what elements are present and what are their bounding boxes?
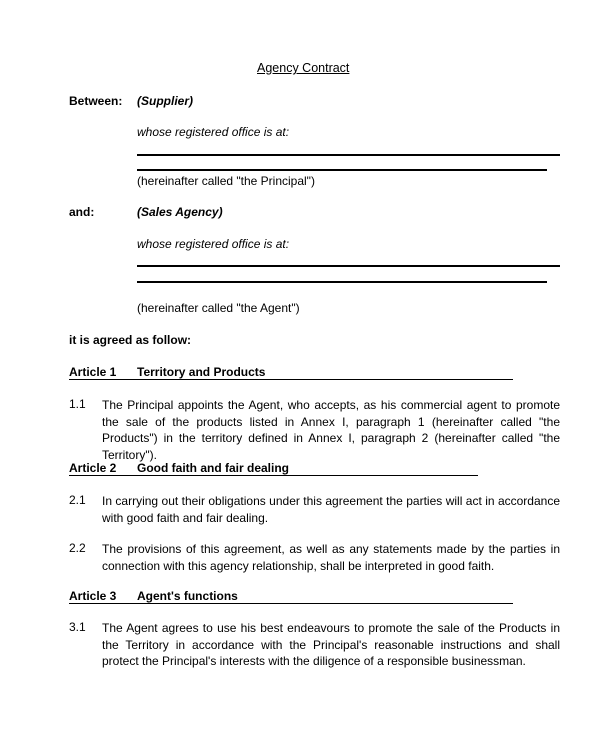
agreed-statement: it is agreed as follow:: [69, 333, 192, 347]
address-line-1b: [137, 169, 547, 171]
article-1-heading: Territory and Products: [137, 365, 266, 379]
registered-office-label-1: whose registered office is at:: [137, 125, 290, 139]
registered-office-label-2: whose registered office is at:: [137, 237, 290, 251]
article-2-underline: [69, 475, 478, 476]
clause-text: The Agent agrees to use his best endeavours to promote the sale of the Products in the Territory in accordance with the Principal's reasonable instructions and shall protect the Principal's interests with the diligence of a responsible businessman.: [102, 621, 560, 668]
between-label: Between:: [69, 94, 123, 108]
article-1-number: Article 1: [69, 365, 117, 379]
address-line-2a: [137, 265, 560, 267]
clause-number: 3.1: [69, 620, 86, 634]
sales-agency-label: (Sales Agency): [137, 205, 223, 219]
address-line-2b: [137, 281, 547, 283]
document-title: Agency Contract: [257, 61, 350, 75]
clause-text: The provisions of this agreement, as well as any statements made by the parties in connection with this agency relationship, shall be interpreted in good faith.: [102, 542, 560, 573]
clause-number: 1.1: [69, 397, 86, 411]
and-label: and:: [69, 205, 95, 219]
article-2-number: Article 2: [69, 461, 117, 475]
article-3-heading: Agent's functions: [137, 589, 238, 603]
article-2-heading: Good faith and fair dealing: [137, 461, 290, 475]
hereinafter-agent: (hereinafter called "the Agent"): [137, 301, 300, 315]
article-3-number: Article 3: [69, 589, 117, 603]
supplier-label: (Supplier): [137, 94, 193, 108]
address-line-1a: [137, 154, 560, 156]
article-3-underline: [69, 603, 513, 604]
clause-number: 2.2: [69, 541, 86, 555]
clause-text: The Principal appoints the Agent, who accepts, as his commercial agent to promote the sale of the products listed in Annex I, paragraph 1 (hereinafter called "the Products") in the territory defined in Annex I, paragraph 2 (hereinafter called "the Territory").: [102, 398, 560, 462]
article-1-underline: [69, 379, 513, 380]
clause-text: In carrying out their obligations under this agreement the parties will act in accordance with good faith and fair dealing.: [102, 494, 560, 525]
hereinafter-principal: (hereinafter called "the Principal"): [137, 174, 315, 188]
clause-number: 2.1: [69, 493, 86, 507]
